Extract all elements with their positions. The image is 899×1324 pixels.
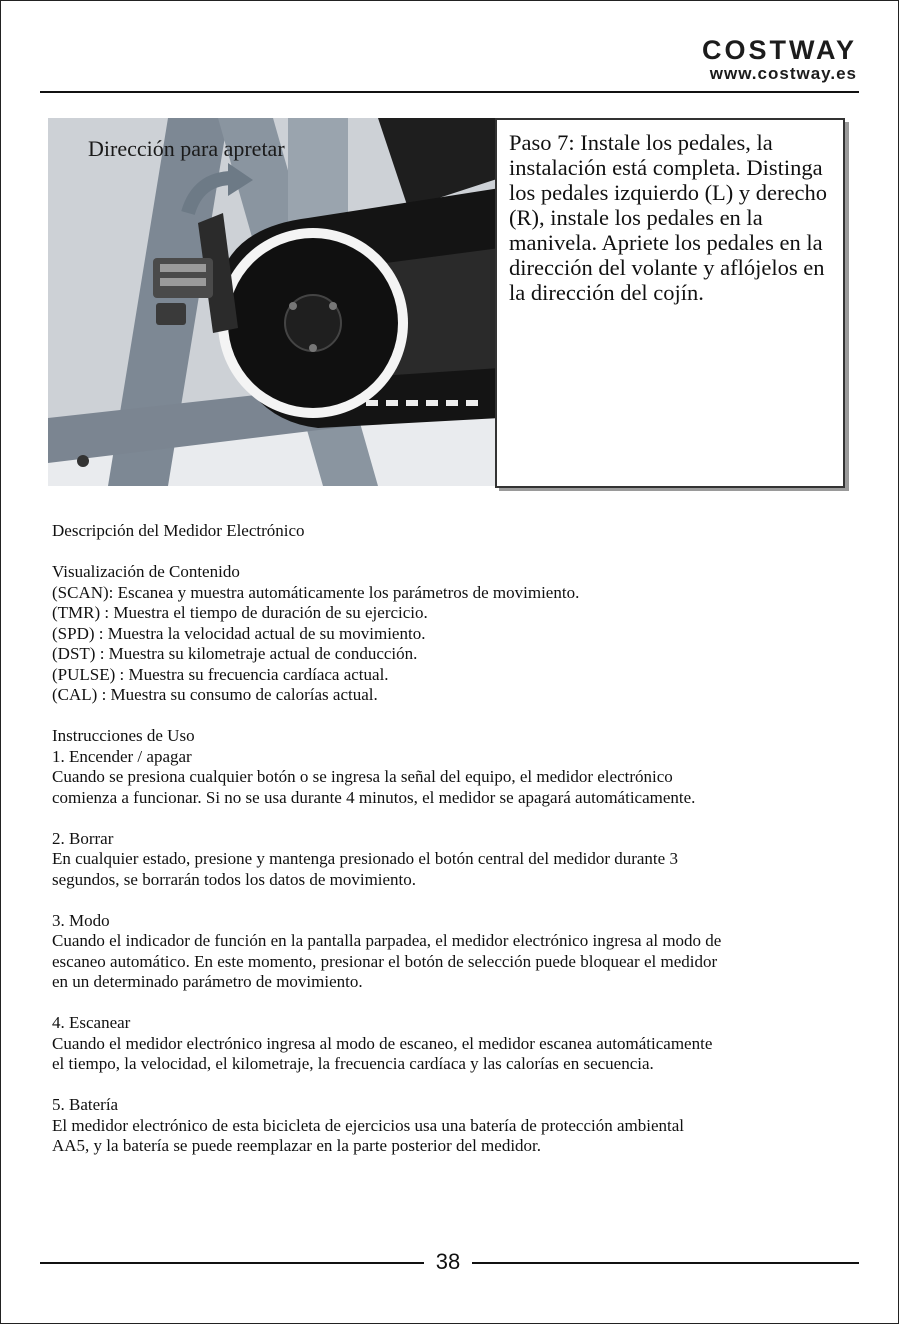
instruction-line: Cuando el medidor electrónico ingresa al modo de escaneo, el medidor escanea automáticamente xyxy=(52,1033,713,1053)
display-heading: Visualización de Contenido xyxy=(52,562,240,581)
instruction-heading: 2. Borrar xyxy=(52,828,114,848)
footer-rule-left xyxy=(40,1262,424,1264)
section-title: Descripción del Medidor Electrónico xyxy=(52,521,305,540)
bike-pedal-crank-photo-icon xyxy=(48,118,500,486)
header-rule xyxy=(40,91,859,93)
instruction-line: el tiempo, la velocidad, el kilometraje, la frecuencia cardíaca y las calorías en secuencia. xyxy=(52,1054,654,1073)
instruction-heading: 5. Batería xyxy=(52,1095,119,1114)
instruction-line: segundos, se borrarán todos los datos de movimiento. xyxy=(52,869,417,889)
instruction-line: Cuando se presiona cualquier botón o se ingresa la señal del equipo, el medidor electrónico xyxy=(52,767,673,786)
figure-caption: Dirección para apretar xyxy=(88,136,285,161)
step-text: Paso 7: Instale los pedales, la instalación está completa. Distinga los pedales izquierdo (L) y derecho (R), instale los pedales en la manivela. Apriete los pedales en la dirección del volante y aflójelos en la dirección del cojín. xyxy=(509,130,827,305)
step-box-shadow xyxy=(845,122,849,491)
brand-logo: COSTWAY xyxy=(701,35,857,65)
footer-rule-right xyxy=(472,1262,859,1264)
instruction-heading: 4. Escanear xyxy=(52,1013,131,1032)
instruction-heading: 3. Modo xyxy=(52,910,110,930)
instruction-line: escaneo automático. En este momento, presionar el botón de selección puede bloquear el medidor xyxy=(52,951,718,971)
instruction-line: Cuando el indicador de función en la pantalla parpadea, el medidor electrónico ingresa al modo de xyxy=(52,931,722,950)
display-item: (TMR) : Muestra el tiempo de duración de su ejercicio. xyxy=(52,603,428,622)
instruction-line: comienza a funcionar. Si no se usa durante 4 minutos, el medidor se apagará automáticamente. xyxy=(52,787,696,807)
display-item: (SCAN): Escanea y muestra automáticamente los parámetros de movimiento. xyxy=(52,582,580,602)
instruction-heading: 1. Encender / apagar xyxy=(52,746,192,766)
instruction-line: El medidor electrónico de esta bicicleta de ejercicios usa una batería de protección ambiental xyxy=(52,1115,685,1135)
display-item: (PULSE) : Muestra su frecuencia cardíaca actual. xyxy=(52,664,389,684)
page-number: 38 xyxy=(435,1249,461,1274)
display-item: (SPD) : Muestra la velocidad actual de su movimiento. xyxy=(52,623,426,643)
display-item: (DST) : Muestra su kilometraje actual de conducción. xyxy=(52,644,418,663)
brand-url: www.costway.es xyxy=(709,64,857,83)
instruction-line: AA5, y la batería se puede reemplazar en la parte posterior del medidor. xyxy=(52,1136,542,1155)
instructions-heading: Instrucciones de Uso xyxy=(52,726,195,745)
instruction-line: En cualquier estado, presione y mantenga presionado el botón central del medidor durante 3 xyxy=(52,849,678,868)
brand-header xyxy=(702,36,857,84)
step-box-shadow-bottom xyxy=(499,488,849,491)
instruction-line: en un determinado parámetro de movimiento. xyxy=(52,972,363,991)
body-content xyxy=(52,521,852,1157)
display-item: (CAL) : Muestra su consumo de calorías actual. xyxy=(52,685,378,704)
step-callout-box xyxy=(495,118,845,488)
